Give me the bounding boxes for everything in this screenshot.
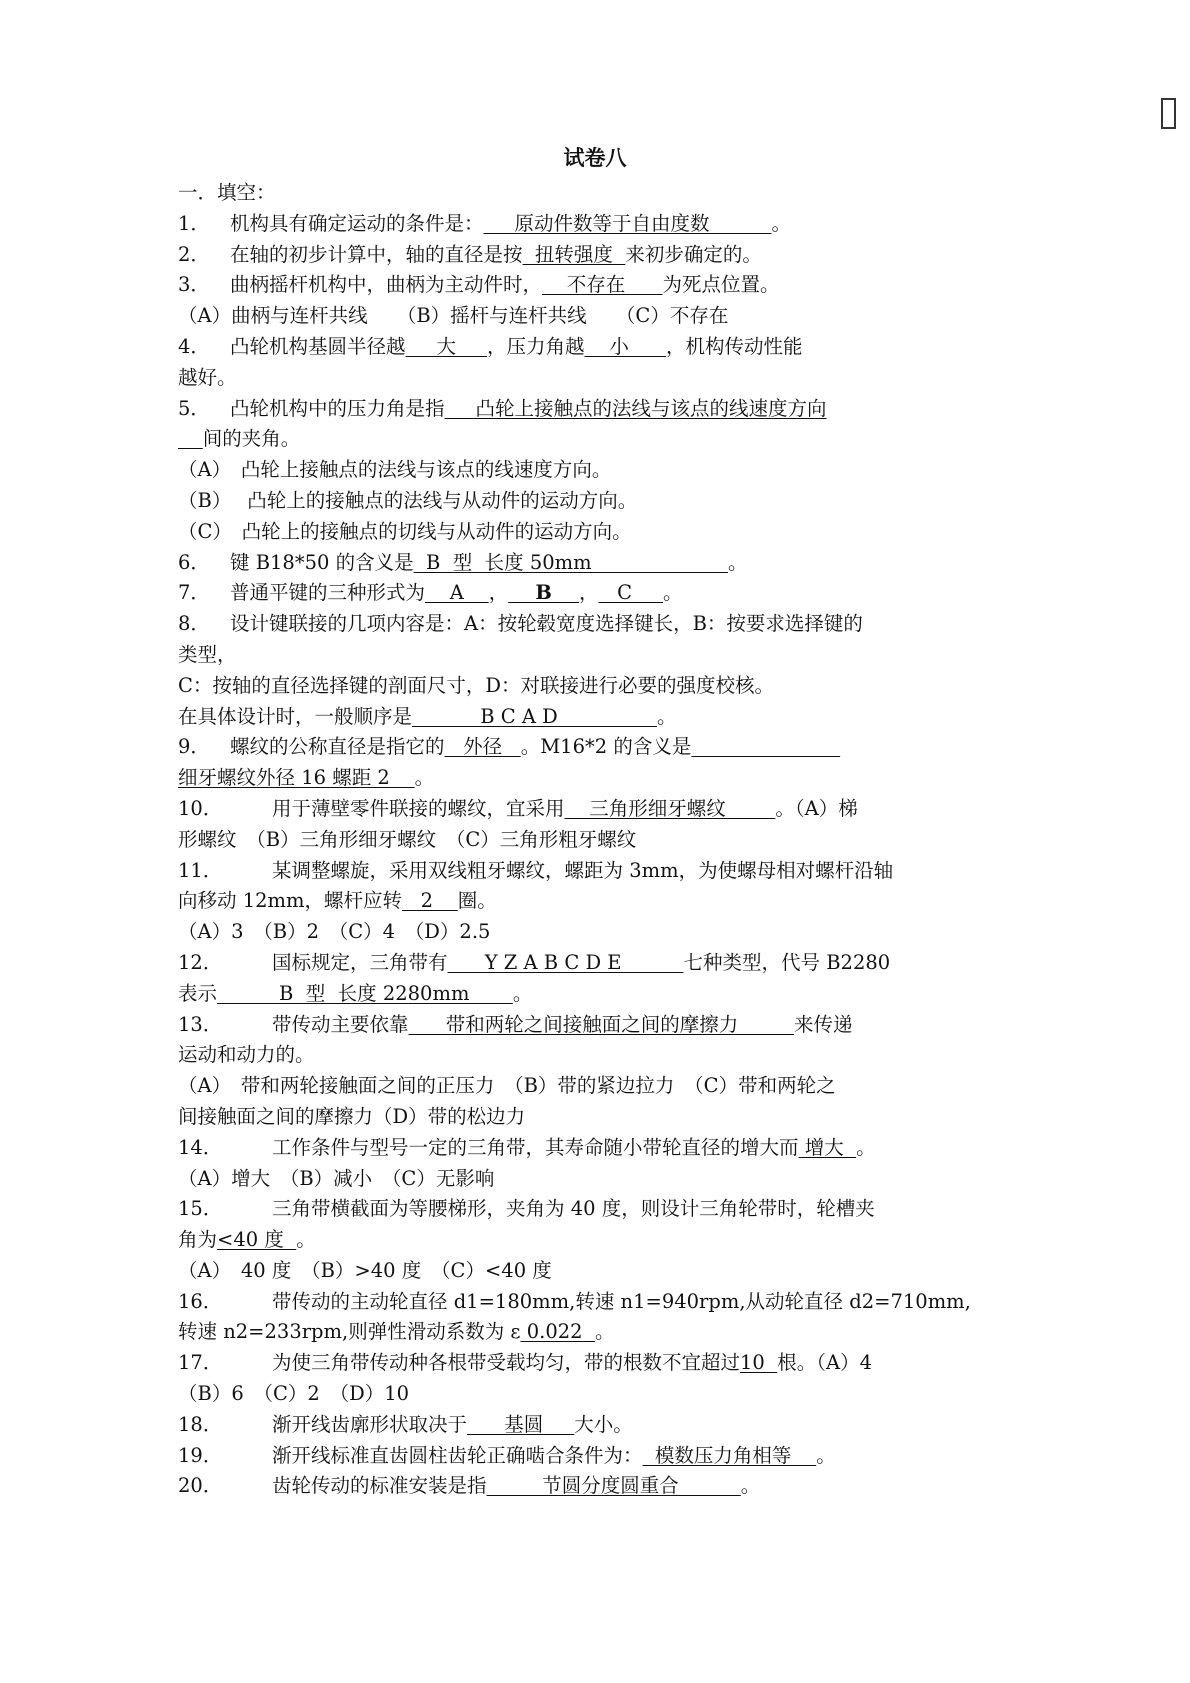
answer-blank: B C A D (412, 704, 657, 728)
question-number: 2． (178, 242, 210, 266)
question-continuation (178, 424, 1010, 455)
question-number: 20． (178, 1474, 223, 1498)
options-line: （A）曲柄与连杆共线 （B）摇杆与连杆共线 （C）不存在 (178, 304, 729, 328)
question-text: 。 (740, 1474, 761, 1498)
question-7 (178, 578, 1010, 609)
answer-blank: B (508, 581, 579, 605)
question-2 (178, 240, 1010, 271)
answer-blank: 基圆 (467, 1412, 575, 1436)
question-number: 11． (178, 858, 223, 882)
question-9 (178, 732, 1010, 763)
question-text: 根。（A）4 (777, 1351, 872, 1375)
question-number: 9． (178, 735, 210, 759)
question-text: 。 (512, 981, 533, 1005)
question-text: 为使三角带传动种各根带受载均匀，带的根数不宜超过 (272, 1351, 741, 1375)
options-line: （C） 凸轮上的接触点的切线与从动件的运动方向。 (178, 519, 632, 543)
question-text: ， (579, 581, 599, 605)
answer-blank: 原动件数等于自由度数 (483, 211, 772, 235)
question-text: 某调整螺旋，采用双线粗牙螺纹，螺距为 3mm，为使螺母相对螺杆沿轴 (272, 858, 894, 882)
question-3 (178, 270, 1010, 301)
question-text: 在具体设计时，一般顺序是 (178, 704, 413, 728)
question-text: 大小。 (574, 1412, 633, 1436)
question-number: 13． (178, 1012, 223, 1036)
question-number: 5． (178, 396, 210, 420)
question-text: 来传递 (794, 1012, 853, 1036)
question-6 (178, 548, 1010, 579)
question-text: 向移动 12mm，螺杆应转 (178, 889, 402, 913)
question-text: 间的夹角。 (202, 427, 301, 451)
question-text: 。M16*2 的含义是 (520, 735, 692, 759)
exam-content (178, 178, 1010, 1502)
question-continuation (178, 886, 1010, 917)
question-text: 。 (594, 1320, 615, 1344)
answer-blank: 小 (584, 334, 667, 358)
question-text: 曲柄摇杆机构中，曲柄为主动件时， (230, 273, 543, 297)
question-text: 圈。 (457, 889, 497, 913)
question-continuation: 运动和动力的。 (178, 1043, 315, 1067)
answer-blank: 0.022 (520, 1320, 595, 1344)
question-number: 1． (178, 211, 210, 235)
question-19 (178, 1441, 1010, 1472)
question-text: 带传动的主动轮直径 d1=180mm,转速 n1=940rpm,从动轮直径 d2=710mm, (272, 1289, 971, 1313)
question-text: 七种类型，代号 B2280 (683, 950, 891, 974)
answer-blank: 三角形细牙螺纹 (564, 796, 776, 820)
question-13 (178, 1010, 1010, 1041)
question-text: 普通平键的三种形式为 (230, 581, 426, 605)
question-text: 螺纹的公称直径是指它的 (230, 735, 445, 759)
question-text: 带传动主要依靠 (272, 1012, 409, 1036)
options-line: （A） 带和两轮接触面之间的正压力 （B）带的紧边拉力 （C）带和两轮之 (178, 1074, 836, 1098)
question-15 (178, 1194, 1010, 1225)
question-continuation (178, 702, 1010, 733)
question-number: 17． (178, 1351, 223, 1375)
question-text: 。 (296, 1228, 316, 1252)
options-line: （A）增大 （B）减小 （C）无影响 (178, 1166, 495, 1190)
question-text: 。 (771, 211, 792, 235)
question-text: 用于薄壁零件联接的螺纹，宜采用 (272, 796, 565, 820)
answer-blank: 扭转强度 (522, 242, 626, 266)
answer-blank (691, 735, 840, 758)
answer-blank: 大 (405, 334, 488, 358)
question-number: 10． (178, 796, 223, 820)
question-number: 19． (178, 1443, 223, 1467)
answer-blank: A (425, 581, 489, 605)
question-10 (178, 794, 1010, 825)
answer-blank: <40 度 (217, 1228, 297, 1252)
question-text: 。 (414, 766, 435, 790)
question-text: 。 (728, 550, 748, 574)
question-continuation (178, 1317, 1010, 1348)
question-text: 。 (663, 581, 683, 605)
question-number: 16． (178, 1289, 223, 1313)
question-18 (178, 1410, 1010, 1441)
question-1 (178, 209, 1010, 240)
question-text: ，机构传动性能 (666, 334, 803, 358)
question-4 (178, 332, 1010, 363)
answer-blank: 外径 (444, 735, 521, 759)
question-text: ， (488, 581, 509, 605)
question-continuation (178, 979, 1010, 1010)
question-continuation: C：按轴的直径选择键的剖面尺寸，D：对联接进行必要的强度校核。 (178, 673, 775, 697)
question-text: 三角带横截面为等腰梯形，夹角为 40 度，则设计三角轮带时，轮槽夹 (272, 1197, 875, 1221)
question-text: 工作条件与型号一定的三角带，其寿命随小带轮直径的增大而 (272, 1135, 799, 1159)
question-11 (178, 856, 1010, 887)
question-text: 渐开线标准直齿圆柱齿轮正确啮合条件为： (272, 1443, 643, 1467)
options-line: （B） 凸轮上的接触点的法线与从动件的运动方向。 (178, 488, 638, 512)
question-number: 3． (178, 273, 210, 297)
options-line: （A）3 （B）2 （C）4 （D）2.5 (178, 920, 491, 944)
question-text: 凸轮机构中的压力角是指 (230, 396, 445, 420)
question-number: 15． (178, 1197, 223, 1221)
question-continuation (178, 1225, 1010, 1256)
question-text: 转速 n2=233rpm,则弹性滑动系数为 ε (178, 1320, 521, 1344)
answer-blank: 模数压力角相等 (642, 1443, 817, 1467)
question-text: 设计键联接的几项内容是：A：按轮毂宽度选择键长，B：按要求选择键的 (230, 612, 863, 636)
question-number: 14． (178, 1135, 223, 1159)
answer-blank: 凸轮上接触点的法线与该点的线速度方向 (444, 396, 827, 420)
options-line: （A） 凸轮上接触点的法线与该点的线速度方向。 (178, 458, 612, 482)
options-line: 形螺纹 （B）三角形细牙螺纹 （C）三角形粗牙螺纹 (178, 827, 637, 851)
question-number: 8． (178, 612, 210, 636)
question-17 (178, 1348, 1010, 1379)
answer-blank: 细牙螺纹外径 16 螺距 2 (178, 766, 415, 790)
question-text: 。 (856, 1135, 876, 1159)
question-8 (178, 609, 1010, 640)
question-text: 表示 (178, 981, 218, 1005)
question-continuation: 越好。 (178, 365, 237, 389)
page-title: 试卷八 (563, 146, 627, 170)
question-text: 。（A）梯 (775, 796, 858, 820)
question-number: 12． (178, 950, 223, 974)
question-text: 来初步确定的。 (625, 242, 762, 266)
question-text: 国标规定，三角带有 (272, 950, 448, 974)
question-text: 凸轮机构基圆半径越 (230, 334, 406, 358)
answer-blank: Y Z A B C D E (447, 950, 684, 974)
question-continuation (178, 763, 1010, 794)
answer-blank: 2 (402, 889, 458, 913)
question-text: 齿轮传动的标准安装是指 (272, 1474, 487, 1498)
question-text: 。 (656, 704, 677, 728)
answer-blank: 增大 (798, 1135, 857, 1159)
answer-blank: B 型 长度 50mm (413, 550, 728, 574)
answer-blank: 节圆分度圆重合 (486, 1474, 741, 1498)
question-number: 18． (178, 1412, 223, 1436)
question-14 (178, 1133, 1010, 1164)
question-text: 键 B18*50 的含义是 (230, 550, 414, 574)
question-20 (178, 1471, 1010, 1502)
question-number: 6． (178, 550, 210, 574)
answer-blank: 不存在 (542, 273, 663, 297)
options-line: （B）6 （C）2 （D）10 (178, 1382, 410, 1406)
question-continuation: 类型， (178, 642, 237, 666)
answer-blank: B 型 长度 2280mm (217, 981, 513, 1005)
question-number: 4． (178, 334, 210, 358)
answer-blank (178, 427, 203, 450)
answer-blank: 带和两轮之间接触面之间的摩擦力 (408, 1012, 794, 1036)
question-16 (178, 1287, 1010, 1318)
question-text: 渐开线齿廓形状取决于 (272, 1412, 468, 1436)
question-text: 为死点位置。 (662, 273, 780, 297)
question-5 (178, 394, 1010, 425)
answer-blank: 10 (740, 1351, 778, 1375)
question-text: 机构具有确定运动的条件是： (230, 211, 484, 235)
question-text: 在轴的初步计算中，轴的直径是按 (230, 242, 523, 266)
question-number: 7． (178, 581, 210, 605)
section-title: 一．填空： (178, 181, 276, 204)
options-line: 间接触面之间的摩擦力（D）带的松边力 (178, 1104, 526, 1128)
options-line: （A） 40 度 （B）>40 度 （C）<40 度 (178, 1258, 552, 1282)
question-text: 角为 (178, 1228, 218, 1252)
question-text: ，压力角越 (487, 334, 585, 358)
question-text: 。 (816, 1443, 836, 1467)
corner-box-icon (1161, 98, 1176, 129)
question-12 (178, 948, 1010, 979)
answer-blank: C (598, 581, 664, 605)
